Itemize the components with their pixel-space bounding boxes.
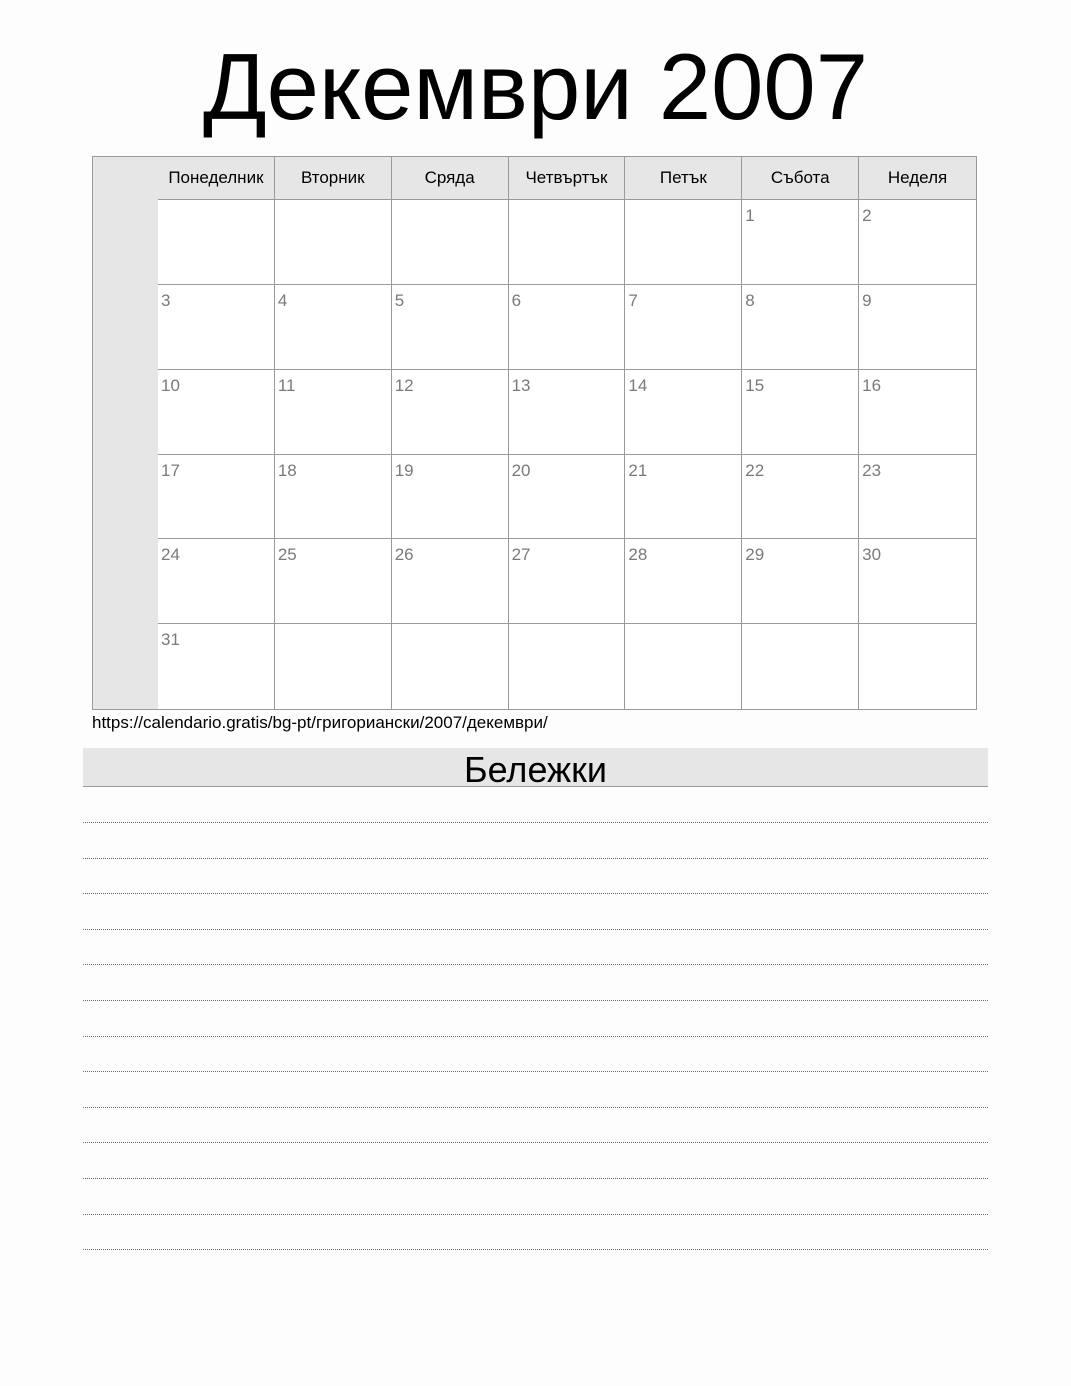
weekday-header: Неделя [859,157,976,200]
day-number: 26 [394,545,414,565]
day-number: 31 [161,630,180,650]
note-line [83,1178,988,1179]
day-number: 16 [862,375,882,395]
day-cell [625,455,742,540]
day-cell [392,455,509,540]
day-number: 28 [628,545,648,565]
day-number: 12 [394,375,414,395]
day-cell [859,200,976,285]
day-cell [158,539,275,624]
day-cell [625,200,742,285]
note-line [83,1107,988,1108]
day-number: 10 [161,375,180,395]
day-number: 5 [394,290,405,310]
day-cell [509,285,626,370]
week-number-column [93,157,159,709]
day-cell [509,370,626,455]
day-cell [158,455,275,540]
weekday-header: Четвъртък [509,157,626,200]
day-cell [392,370,509,455]
day-cell [392,624,509,709]
day-cell [625,539,742,624]
page-title: Декември 2007 [203,34,868,139]
note-line [83,929,988,930]
note-line [83,964,988,965]
day-cell [509,200,626,285]
day-number: 21 [628,460,648,480]
source-url: https://calendario.gratis/bg-pt/григориански/2007/декември/ [92,713,548,732]
day-cell [158,200,275,285]
day-number: 19 [394,460,414,480]
day-cell [742,200,859,285]
day-number: 22 [745,460,765,480]
day-number: 30 [862,545,882,565]
day-number: 2 [862,206,872,225]
weekday-header: Събота [742,157,859,200]
day-number: 25 [277,545,297,565]
day-number: 23 [862,460,882,480]
weekday-header: Петък [625,157,742,200]
day-cell [275,370,392,455]
day-number: 6 [511,290,522,310]
day-cell [275,624,392,709]
day-cell [742,285,859,370]
day-cell [742,539,859,624]
day-cell [158,370,275,455]
month-calendar [92,156,977,710]
day-cell [859,455,976,540]
day-cell [859,285,976,370]
note-line [83,893,988,894]
note-line [83,1000,988,1001]
day-number: 3 [161,290,171,310]
day-number: 20 [511,460,531,480]
day-cell [392,285,509,370]
day-number: 14 [628,375,648,395]
day-cell [509,624,626,709]
day-number: 7 [628,290,638,310]
day-cell [392,200,509,285]
weekday-header: Вторник [275,157,392,200]
day-number: 9 [862,290,872,310]
day-cell [742,370,859,455]
day-cell [275,285,392,370]
day-cell [158,624,275,709]
day-cell [859,539,976,624]
day-cell [742,455,859,540]
note-line [83,1071,988,1072]
day-number: 17 [161,460,180,480]
day-number: 27 [511,545,531,565]
day-number: 4 [277,290,288,310]
day-cell [275,200,392,285]
note-line [83,822,988,823]
day-cell [859,370,976,455]
day-number: 8 [745,290,755,310]
note-line [83,1036,988,1037]
day-cell [509,539,626,624]
day-cell [158,285,275,370]
day-cell [625,624,742,709]
day-number: 15 [745,375,765,395]
day-number: 1 [745,206,755,225]
day-cell [859,624,976,709]
day-cell [509,455,626,540]
day-cell [742,624,859,709]
day-cell [392,539,509,624]
note-line [83,1249,988,1250]
day-cell [275,539,392,624]
note-line [83,858,988,859]
note-line [83,1214,988,1215]
day-number: 18 [277,460,297,480]
day-cell [625,370,742,455]
day-cell [275,455,392,540]
day-cell [625,285,742,370]
calendar-grid [158,157,976,709]
day-number: 13 [511,375,531,395]
day-number: 29 [745,545,765,565]
weekday-header: Понеделник [158,157,275,200]
day-number: 11 [277,375,296,395]
notes-title: Бележки [83,748,988,787]
day-number: 24 [161,545,180,565]
weekday-header: Сряда [392,157,509,200]
note-line [83,1142,988,1143]
